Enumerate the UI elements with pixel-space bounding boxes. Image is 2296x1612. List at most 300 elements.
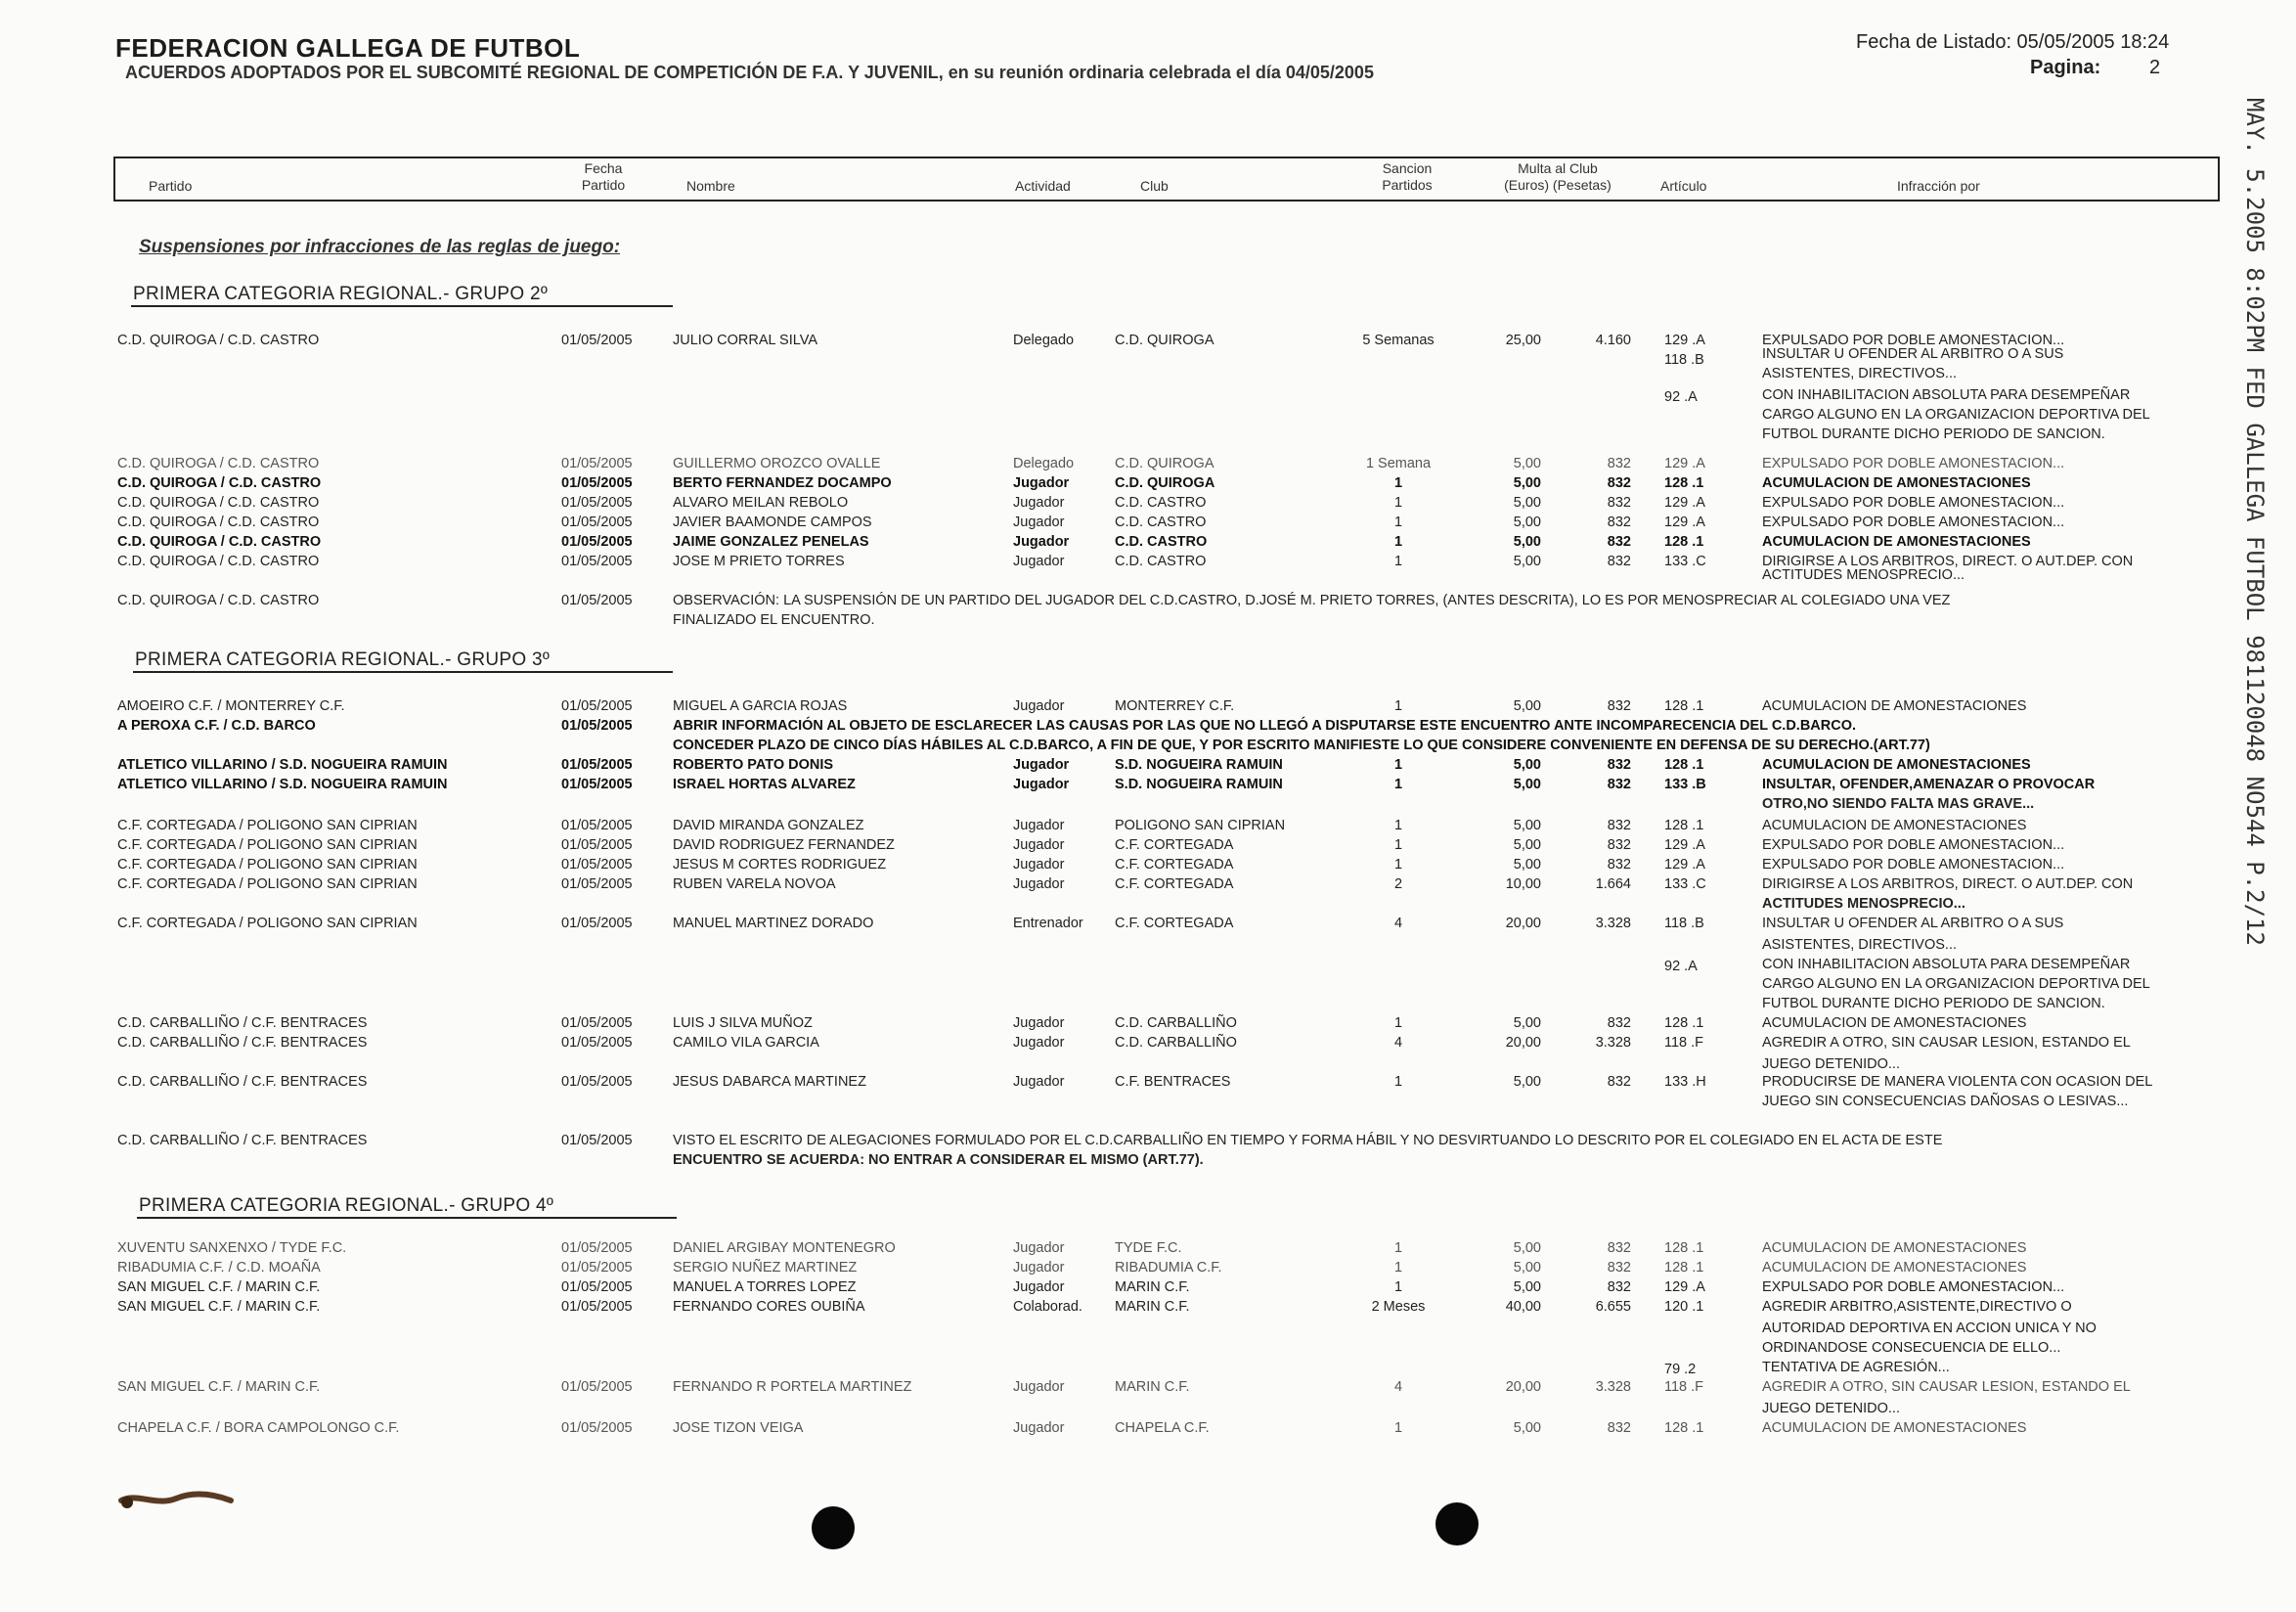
table-row — [0, 532, 2296, 552]
cell-actividad: Jugador — [1013, 1279, 1065, 1295]
cell-club: S.D. NOGUEIRA RAMUIN — [1115, 757, 1283, 773]
cell-fecha: 01/05/2005 — [561, 857, 633, 873]
table-row — [0, 1277, 2296, 1297]
cell-articulo: 129 .A — [1664, 515, 1705, 530]
cell-partido: C.D. QUIROGA / C.D. CASTRO — [117, 534, 322, 550]
cell-pesetas: 832 — [1607, 1260, 1631, 1276]
cell-club: C.F. CORTEGADA — [1115, 876, 1234, 892]
cell-articulo: 129 .A — [1664, 333, 1705, 348]
note-partido: A PEROXA C.F. / C.D. BARCO — [117, 718, 316, 734]
table-row — [0, 1072, 2296, 1092]
col-multa: Multa al Club (Euros) (Pesetas) — [1504, 160, 1612, 193]
cell-club: MARIN C.F. — [1115, 1299, 1190, 1315]
cell-infraccion: EXPULSADO POR DOBLE AMONESTACION... — [1762, 837, 2065, 853]
table-row — [0, 775, 2296, 794]
cell-pesetas: 832 — [1607, 515, 1631, 530]
cell-fecha: 01/05/2005 — [561, 876, 633, 892]
cell-sancion: 1 — [1393, 554, 1403, 569]
group-3-underline — [133, 671, 673, 673]
cell-pesetas: 832 — [1607, 857, 1631, 873]
cell-club: C.D. QUIROGA — [1115, 333, 1214, 348]
cell-nombre: ALVARO MEILAN REBOLO — [673, 495, 849, 511]
cell-articulo: 133 .H — [1664, 1074, 1706, 1090]
cell-partido: RIBADUMIA C.F. / C.D. MOAÑA — [117, 1260, 321, 1276]
cell-euros: 5,00 — [1513, 777, 1541, 792]
cell-articulo: 129 .A — [1664, 1279, 1705, 1295]
cell-nombre: MIGUEL A GARCIA ROJAS — [673, 698, 848, 714]
cell-sancion: 1 — [1393, 837, 1403, 853]
listing-date: Fecha de Listado: 05/05/2005 18:24 — [1856, 31, 2170, 53]
cell-sancion: 1 Semana — [1365, 456, 1432, 471]
federation-title: FEDERACION GALLEGA DE FUTBOL — [115, 33, 581, 63]
col-sancion: Sancion Partidos — [1382, 160, 1433, 193]
cell-sancion: 1 — [1393, 534, 1403, 550]
cell-nombre: JESUS DABARCA MARTINEZ — [673, 1074, 866, 1090]
cell-nombre: DAVID RODRIGUEZ FERNANDEZ — [673, 837, 895, 853]
cell-fecha: 01/05/2005 — [561, 777, 633, 792]
observation-note: C.D. QUIROGA / C.D. CASTRO 01/05/2005 OBSERVACIÓN: LA SUSPENSIÓN DE UN PARTIDO DEL JUGADOR DEL C.D.CASTRO, D.JOSÉ M. PRIETO TORRES, (ANTES DESCRITA), LO ES POR MENOSPRECIAR AL COLEGIADO UNA VEZ FINALIZADO EL ENCUENTRO. — [117, 593, 1951, 628]
cell-articulo: 128 .1 — [1664, 534, 1704, 550]
table-row — [0, 473, 2296, 493]
cell-club: C.D. QUIROGA — [1115, 456, 1214, 471]
cell-pesetas: 832 — [1607, 1240, 1631, 1256]
extra-infraction: JUEGO SIN CONSECUENCIAS DAÑOSAS O LESIVAS... — [1762, 1094, 2129, 1109]
cell-fecha: 01/05/2005 — [561, 1379, 633, 1395]
cell-club: C.F. BENTRACES — [1115, 1074, 1231, 1090]
cell-infraccion: EXPULSADO POR DOBLE AMONESTACION... — [1762, 1279, 2065, 1295]
cell-nombre: MANUEL A TORRES LOPEZ — [673, 1279, 857, 1295]
cell-pesetas: 832 — [1607, 698, 1631, 714]
cell-euros: 5,00 — [1513, 1260, 1541, 1276]
cell-club: CHAPELA C.F. — [1115, 1420, 1210, 1436]
cell-infraccion: INSULTAR, OFENDER,AMENAZAR O PROVOCAR — [1762, 777, 2096, 792]
cell-actividad: Jugador — [1013, 515, 1065, 530]
cell-infraccion: EXPULSADO POR DOBLE AMONESTACION... — [1762, 515, 2065, 530]
extra-infraction: CON INHABILITACION ABSOLUTA PARA DESEMPEÑAR — [1762, 957, 2131, 972]
table-row — [0, 1377, 2296, 1397]
col-fecha: Fecha Partido — [581, 160, 626, 193]
cell-euros: 5,00 — [1513, 837, 1541, 853]
cell-club: C.F. CORTEGADA — [1115, 916, 1234, 931]
cell-partido: SAN MIGUEL C.F. / MARIN C.F. — [117, 1379, 321, 1395]
cell-fecha: 01/05/2005 — [561, 1420, 633, 1436]
cell-fecha: 01/05/2005 — [561, 1279, 633, 1295]
cell-infraccion: DIRIGIRSE A LOS ARBITROS, DIRECT. O AUT.DEP. CON — [1762, 876, 2134, 892]
cell-pesetas: 832 — [1607, 554, 1631, 569]
cell-infraccion: AGREDIR A OTRO, SIN CAUSAR LESION, ESTANDO EL — [1762, 1035, 2131, 1051]
cell-articulo: 133 .C — [1664, 554, 1706, 569]
cell-nombre: JAIME GONZALEZ PENELAS — [673, 534, 869, 550]
cell-sancion: 1 — [1393, 1420, 1403, 1436]
cell-partido: C.D. QUIROGA / C.D. CASTRO — [117, 554, 320, 569]
cell-partido: C.D. QUIROGA / C.D. CASTRO — [117, 333, 320, 348]
extra-infraction: INSULTAR U OFENDER AL ARBITRO O A SUS — [1762, 346, 2064, 362]
cell-partido: C.D. QUIROGA / C.D. CASTRO — [117, 475, 322, 491]
cell-partido: C.F. CORTEGADA / POLIGONO SAN CIPRIAN — [117, 916, 418, 931]
cell-actividad: Jugador — [1013, 534, 1070, 550]
cell-articulo: 128 .1 — [1664, 1015, 1704, 1031]
cell-partido: C.F. CORTEGADA / POLIGONO SAN CIPRIAN — [117, 857, 418, 873]
cell-partido: C.D. QUIROGA / C.D. CASTRO — [117, 456, 320, 471]
cell-articulo: 120 .1 — [1664, 1299, 1704, 1315]
cell-fecha: 01/05/2005 — [561, 495, 633, 511]
table-row — [0, 1297, 2296, 1317]
cell-sancion: 1 — [1393, 757, 1403, 773]
cell-euros: 5,00 — [1513, 495, 1541, 511]
extra-infraction: FUTBOL DURANTE DICHO PERIODO DE SANCION. — [1762, 426, 2105, 442]
cell-euros: 5,00 — [1513, 534, 1541, 550]
table-row — [0, 1258, 2296, 1277]
col-articulo: Artículo — [1660, 178, 1707, 194]
cell-infraccion: ACUMULACION DE AMONESTACIONES — [1762, 757, 2031, 773]
cell-nombre: FERNANDO R PORTELA MARTINEZ — [673, 1379, 912, 1395]
cell-nombre: DAVID MIRANDA GONZALEZ — [673, 818, 864, 833]
table-row — [0, 835, 2296, 855]
cell-club: S.D. NOGUEIRA RAMUIN — [1115, 777, 1283, 792]
cell-actividad: Delegado — [1013, 333, 1075, 348]
cell-fecha: 01/05/2005 — [561, 818, 633, 833]
cell-sancion: 4 — [1393, 916, 1403, 931]
cell-club: MARIN C.F. — [1115, 1279, 1190, 1295]
cell-sancion: 4 — [1393, 1379, 1403, 1395]
cell-euros: 5,00 — [1513, 475, 1541, 491]
cell-actividad: Jugador — [1013, 837, 1065, 853]
column-header-box — [113, 157, 2220, 202]
extra-article: 118 .B — [1664, 352, 1704, 368]
cell-euros: 5,00 — [1513, 1015, 1541, 1031]
note-fecha: 01/05/2005 — [561, 718, 633, 734]
cell-pesetas: 4.160 — [1595, 333, 1631, 348]
cell-fecha: 01/05/2005 — [561, 916, 633, 931]
cell-pesetas: 832 — [1607, 534, 1631, 550]
cell-actividad: Jugador — [1013, 1015, 1065, 1031]
cell-pesetas: 832 — [1607, 757, 1631, 773]
cell-articulo: 129 .A — [1664, 857, 1705, 873]
cell-infraccion: ACUMULACION DE AMONESTACIONES — [1762, 1240, 2027, 1256]
cell-sancion: 1 — [1393, 1260, 1403, 1276]
cell-pesetas: 832 — [1607, 456, 1631, 471]
extra-article: 92 .A — [1664, 389, 1698, 405]
cell-euros: 5,00 — [1513, 757, 1541, 773]
cell-partido: C.F. CORTEGADA / POLIGONO SAN CIPRIAN — [117, 818, 418, 833]
cell-nombre: BERTO FERNANDEZ DOCAMPO — [673, 475, 892, 491]
cell-euros: 5,00 — [1513, 857, 1541, 873]
table-row — [0, 816, 2296, 835]
table-row — [0, 874, 2296, 894]
page-label: Pagina: — [2030, 57, 2101, 78]
section-title: Suspensiones por infracciones de las reglas de juego: — [139, 237, 621, 257]
cell-infraccion: ACUMULACION DE AMONESTACIONES — [1762, 1260, 2027, 1276]
cell-partido: C.F. CORTEGADA / POLIGONO SAN CIPRIAN — [117, 837, 418, 853]
punch-hole — [1435, 1502, 1479, 1545]
col-nombre: Nombre — [686, 178, 735, 194]
cell-euros: 5,00 — [1513, 456, 1541, 471]
fax-header-text: MAY. 5.2005 8:02PM FED GALLEGA FUTBOL 981120048 NO544 P.2/12 — [2241, 98, 2269, 946]
cell-infraccion: AGREDIR ARBITRO,ASISTENTE,DIRECTIVO O — [1762, 1299, 2072, 1315]
cell-partido: SAN MIGUEL C.F. / MARIN C.F. — [117, 1299, 321, 1315]
cell-fecha: 01/05/2005 — [561, 1074, 633, 1090]
cell-infraccion: ACUMULACION DE AMONESTACIONES — [1762, 698, 2027, 714]
cell-actividad: Jugador — [1013, 475, 1070, 491]
cell-euros: 5,00 — [1513, 1074, 1541, 1090]
cell-club: TYDE F.C. — [1115, 1240, 1182, 1256]
col-actividad: Actividad — [1015, 178, 1071, 194]
cell-pesetas: 832 — [1607, 1279, 1631, 1295]
cell-fecha: 01/05/2005 — [561, 515, 633, 530]
barco-note: A PEROXA C.F. / C.D. BARCO 01/05/2005 ABRIR INFORMACIÓN AL OBJETO DE ESCLARECER LAS CAUSAS POR LAS QUE NO LLEGÓ A DISPUTARSE ESTE ENCUENTRO ANTE INCOMPARECENCIA DEL C.D.BARCO. CONCEDER PLAZO DE CINCO DÍAS HÁBILES AL C.D.BARCO, A FIN DE QUE, Y POR ESCRITO MANIFIESTE LO QUE CONSIDERE CONVENIENTE EN DEFENSA DE SU DERECHO.(ART.77) — [117, 718, 1930, 753]
punch-hole — [812, 1506, 855, 1549]
cell-actividad: Jugador — [1013, 777, 1070, 792]
cell-actividad: Delegado — [1013, 456, 1075, 471]
table-row — [0, 493, 2296, 513]
cell-fecha: 01/05/2005 — [561, 698, 633, 714]
cell-actividad: Entrenador — [1013, 916, 1083, 931]
cell-actividad: Jugador — [1013, 1035, 1065, 1051]
cell-fecha: 01/05/2005 — [561, 475, 633, 491]
cell-actividad: Jugador — [1013, 1240, 1065, 1256]
group-3-title: PRIMERA CATEGORIA REGIONAL.- GRUPO 3º — [135, 649, 551, 670]
cell-articulo: 128 .1 — [1664, 698, 1704, 714]
cell-nombre: JOSE M PRIETO TORRES — [673, 554, 845, 569]
cell-pesetas: 832 — [1607, 818, 1631, 833]
cell-fecha: 01/05/2005 — [561, 1299, 633, 1315]
cell-actividad: Jugador — [1013, 1260, 1065, 1276]
extra-infraction: FUTBOL DURANTE DICHO PERIODO DE SANCION. — [1762, 996, 2105, 1011]
cell-club: C.D. CASTRO — [1115, 495, 1207, 511]
cell-club: MONTERREY C.F. — [1115, 698, 1235, 714]
cell-articulo: 129 .A — [1664, 456, 1705, 471]
extra-infraction: CARGO ALGUNO EN LA ORGANIZACION DEPORTIVA DEL — [1762, 407, 2150, 423]
document-subtitle: ACUERDOS ADOPTADOS POR EL SUBCOMITÉ REGIONAL DE COMPETICIÓN DE F.A. Y JUVENIL, en su reunión ordinaria celebrada el día 04/05/2005 — [125, 63, 1374, 82]
cell-pesetas: 832 — [1607, 495, 1631, 511]
cell-articulo: 133 .B — [1664, 777, 1706, 792]
extra-article: 92 .A — [1664, 959, 1698, 974]
table-row — [0, 1013, 2296, 1033]
cell-partido: XUVENTU SANXENXO / TYDE F.C. — [117, 1240, 347, 1256]
cell-sancion: 1 — [1393, 777, 1403, 792]
cell-fecha: 01/05/2005 — [561, 1260, 633, 1276]
col-club: Club — [1140, 178, 1169, 194]
cell-articulo: 129 .A — [1664, 495, 1705, 511]
cell-club: C.F. CORTEGADA — [1115, 837, 1234, 853]
cell-actividad: Colaborad. — [1013, 1299, 1082, 1315]
cell-club: RIBADUMIA C.F. — [1115, 1260, 1222, 1276]
cell-partido: C.D. QUIROGA / C.D. CASTRO — [117, 515, 320, 530]
cell-infraccion: EXPULSADO POR DOBLE AMONESTACION... — [1762, 857, 2065, 873]
cell-nombre: CAMILO VILA GARCIA — [673, 1035, 819, 1051]
cell-nombre: LUIS J SILVA MUÑOZ — [673, 1015, 813, 1031]
table-row — [0, 1033, 2296, 1052]
cell-articulo: 133 .C — [1664, 876, 1706, 892]
cell-pesetas: 832 — [1607, 1074, 1631, 1090]
cell-club: C.D. CASTRO — [1115, 515, 1207, 530]
table-row — [0, 914, 2296, 933]
cell-nombre: ROBERTO PATO DONIS — [673, 757, 834, 773]
cell-euros: 20,00 — [1505, 1035, 1541, 1051]
cell-sancion: 4 — [1393, 1035, 1403, 1051]
table-row — [0, 513, 2296, 532]
cell-fecha: 01/05/2005 — [561, 456, 633, 471]
cell-infraccion: ACUMULACION DE AMONESTACIONES — [1762, 1420, 2027, 1436]
table-row — [0, 1418, 2296, 1438]
cell-fecha: 01/05/2005 — [561, 1015, 633, 1031]
cell-euros: 25,00 — [1505, 333, 1541, 348]
table-row — [0, 454, 2296, 473]
cell-sancion: 1 — [1393, 495, 1403, 511]
cell-nombre: JAVIER BAAMONDE CAMPOS — [673, 515, 872, 530]
cell-club: MARIN C.F. — [1115, 1379, 1190, 1395]
cell-sancion: 1 — [1393, 1074, 1403, 1090]
cell-actividad: Jugador — [1013, 1379, 1065, 1395]
cell-euros: 5,00 — [1513, 1420, 1541, 1436]
cell-sancion: 2 Meses — [1371, 1299, 1426, 1315]
cell-nombre: FERNANDO CORES OUBIÑA — [673, 1299, 865, 1315]
cell-infraccion: ACUMULACION DE AMONESTACIONES — [1762, 534, 2031, 550]
extra-infraction: AUTORIDAD DEPORTIVA EN ACCION UNICA Y NO — [1762, 1321, 2097, 1336]
cell-infraccion: ACUMULACION DE AMONESTACIONES — [1762, 475, 2031, 491]
cell-infraccion: EXPULSADO POR DOBLE AMONESTACION... — [1762, 495, 2065, 511]
cell-articulo: 128 .1 — [1664, 475, 1704, 491]
cell-euros: 20,00 — [1505, 1379, 1541, 1395]
cell-fecha: 01/05/2005 — [561, 333, 633, 348]
cell-partido: C.D. CARBALLIÑO / C.F. BENTRACES — [117, 1015, 368, 1031]
note-fecha: 01/05/2005 — [561, 1133, 633, 1148]
cell-actividad: Jugador — [1013, 495, 1065, 511]
cell-actividad: Jugador — [1013, 857, 1065, 873]
cell-sancion: 1 — [1393, 698, 1403, 714]
cell-partido: CHAPELA C.F. / BORA CAMPOLONGO C.F. — [117, 1420, 400, 1436]
cell-pesetas: 3.328 — [1595, 1379, 1631, 1395]
cell-nombre: GUILLERMO OROZCO OVALLE — [673, 456, 881, 471]
cell-actividad: Jugador — [1013, 554, 1065, 569]
cell-articulo: 128 .1 — [1664, 1240, 1704, 1256]
cell-nombre: JULIO CORRAL SILVA — [673, 333, 817, 348]
cell-articulo: 128 .1 — [1664, 1420, 1704, 1436]
cell-pesetas: 6.655 — [1595, 1299, 1631, 1315]
cell-articulo: 129 .A — [1664, 837, 1705, 853]
cell-fecha: 01/05/2005 — [561, 534, 633, 550]
cell-sancion: 1 — [1393, 475, 1403, 491]
cell-infraccion: ACUMULACION DE AMONESTACIONES — [1762, 818, 2027, 833]
cell-sancion: 1 — [1393, 515, 1403, 530]
page-number: 2 — [2149, 57, 2161, 78]
extra-infraction: TENTATIVA DE AGRESIÓN... — [1762, 1360, 1950, 1375]
cell-infraccion: ACUMULACION DE AMONESTACIONES — [1762, 1015, 2027, 1031]
extra-infraction: CON INHABILITACION ABSOLUTA PARA DESEMPEÑAR — [1762, 387, 2131, 403]
cell-articulo: 118 .B — [1664, 916, 1704, 931]
cell-euros: 5,00 — [1513, 818, 1541, 833]
group-2-title: PRIMERA CATEGORIA REGIONAL.- GRUPO 2º — [133, 284, 549, 304]
cell-actividad: Jugador — [1013, 876, 1065, 892]
cell-sancion: 1 — [1393, 1015, 1403, 1031]
cell-pesetas: 832 — [1607, 1015, 1631, 1031]
cell-articulo: 128 .1 — [1664, 757, 1704, 773]
extra-infraction: ACTITUDES MENOSPRECIO... — [1762, 896, 1965, 912]
cell-nombre: ISRAEL HORTAS ALVAREZ — [673, 777, 856, 792]
cell-actividad: Jugador — [1013, 1420, 1065, 1436]
cell-pesetas: 832 — [1607, 475, 1631, 491]
group-4-underline — [137, 1217, 677, 1219]
cell-euros: 10,00 — [1505, 876, 1541, 892]
cell-fecha: 01/05/2005 — [561, 1035, 633, 1051]
note-fecha: 01/05/2005 — [561, 593, 633, 608]
cell-actividad: Jugador — [1013, 818, 1065, 833]
extra-infraction: JUEGO DETENIDO... — [1762, 1056, 1900, 1072]
cell-articulo: 128 .1 — [1664, 1260, 1704, 1276]
cell-partido: C.D. CARBALLIÑO / C.F. BENTRACES — [117, 1074, 368, 1090]
cell-euros: 5,00 — [1513, 554, 1541, 569]
cell-euros: 5,00 — [1513, 1240, 1541, 1256]
cell-fecha: 01/05/2005 — [561, 1240, 633, 1256]
note-partido: C.D. CARBALLIÑO / C.F. BENTRACES — [117, 1133, 368, 1148]
cell-infraccion: EXPULSADO POR DOBLE AMONESTACION... — [1762, 456, 2065, 471]
cell-euros: 5,00 — [1513, 1279, 1541, 1295]
cell-pesetas: 1.664 — [1595, 876, 1631, 892]
extra-article: 79 .2 — [1664, 1362, 1697, 1377]
extra-infraction: ORDINANDOSE CONSECUENCIA DE ELLO... — [1762, 1340, 2061, 1356]
cell-euros: 40,00 — [1505, 1299, 1541, 1315]
cell-club: POLIGONO SAN CIPRIAN — [1115, 818, 1286, 833]
cell-partido: ATLETICO VILLARINO / S.D. NOGUEIRA RAMUIN — [117, 757, 448, 773]
cell-articulo: 128 .1 — [1664, 818, 1704, 833]
cell-sancion: 1 — [1393, 1240, 1403, 1256]
cell-club: C.D. CARBALLIÑO — [1115, 1015, 1237, 1031]
col-infraccion: Infracción por — [1897, 178, 1980, 194]
cell-actividad: Jugador — [1013, 698, 1065, 714]
cell-nombre: DANIEL ARGIBAY MONTENEGRO — [673, 1240, 896, 1256]
col-partido: Partido — [149, 178, 193, 194]
cell-nombre: JESUS M CORTES RODRIGUEZ — [673, 857, 887, 873]
cell-sancion: 1 — [1393, 1279, 1403, 1295]
cell-infraccion: INSULTAR U OFENDER AL ARBITRO O A SUS — [1762, 916, 2064, 931]
cell-partido: SAN MIGUEL C.F. / MARIN C.F. — [117, 1279, 321, 1295]
cell-club: C.D. CASTRO — [1115, 554, 1207, 569]
note-partido: C.D. QUIROGA / C.D. CASTRO — [117, 593, 320, 608]
extra-infraction: ASISTENTES, DIRECTIVOS... — [1762, 937, 1958, 953]
table-row — [0, 1238, 2296, 1258]
cell-euros: 20,00 — [1505, 916, 1541, 931]
cell-fecha: 01/05/2005 — [561, 554, 633, 569]
cell-euros: 5,00 — [1513, 515, 1541, 530]
fax-header — [2233, 78, 2273, 1448]
cell-partido: AMOEIRO C.F. / MONTERREY C.F. — [117, 698, 345, 714]
cell-fecha: 01/05/2005 — [561, 757, 633, 773]
cell-club: C.D. CASTRO — [1115, 534, 1208, 550]
cell-sancion: 2 — [1393, 876, 1403, 892]
group-4-title: PRIMERA CATEGORIA REGIONAL.- GRUPO 4º — [139, 1195, 554, 1216]
cell-infraccion: AGREDIR A OTRO, SIN CAUSAR LESION, ESTANDO EL — [1762, 1379, 2131, 1395]
cell-actividad: Jugador — [1013, 1074, 1065, 1090]
cell-sancion: 1 — [1393, 818, 1403, 833]
cell-sancion: 1 — [1393, 857, 1403, 873]
cell-fecha: 01/05/2005 — [561, 837, 633, 853]
extra-infraction: JUEGO DETENIDO... — [1762, 1401, 1900, 1416]
ink-smudge — [117, 1489, 235, 1510]
cell-nombre: SERGIO NUÑEZ MARTINEZ — [673, 1260, 858, 1276]
cell-club: C.F. CORTEGADA — [1115, 857, 1234, 873]
table-row — [0, 855, 2296, 874]
cell-actividad: Jugador — [1013, 757, 1070, 773]
cell-infraccion: PRODUCIRSE DE MANERA VIOLENTA CON OCASION DEL — [1762, 1074, 2153, 1090]
cell-nombre: RUBEN VARELA NOVOA — [673, 876, 836, 892]
cell-infraccion: DIRIGIRSE A LOS ARBITROS, DIRECT. O AUT.DEP. CON — [1762, 554, 2134, 569]
extra-infraction: ACTITUDES MENOSPRECIO... — [1762, 567, 1965, 583]
cell-pesetas: 832 — [1607, 1420, 1631, 1436]
carballino-note: C.D. CARBALLIÑO / C.F. BENTRACES 01/05/2005 VISTO EL ESCRITO DE ALEGACIONES FORMULADO POR EL C.D.CARBALLIÑO EN TIEMPO Y FORMA HÁBIL Y NO DESVIRTUANDO LO DESCRITO POR EL COLEGIADO EN EL ACTA DE ESTE ENCUENTRO SE ACUERDA: NO ENTRAR A CONSIDERAR EL MISMO (ART.77). — [117, 1133, 1943, 1168]
cell-partido: C.D. CARBALLIÑO / C.F. BENTRACES — [117, 1035, 368, 1051]
cell-sancion: 5 Semanas — [1362, 333, 1435, 348]
extra-infraction: ASISTENTES, DIRECTIVOS... — [1762, 366, 1958, 381]
